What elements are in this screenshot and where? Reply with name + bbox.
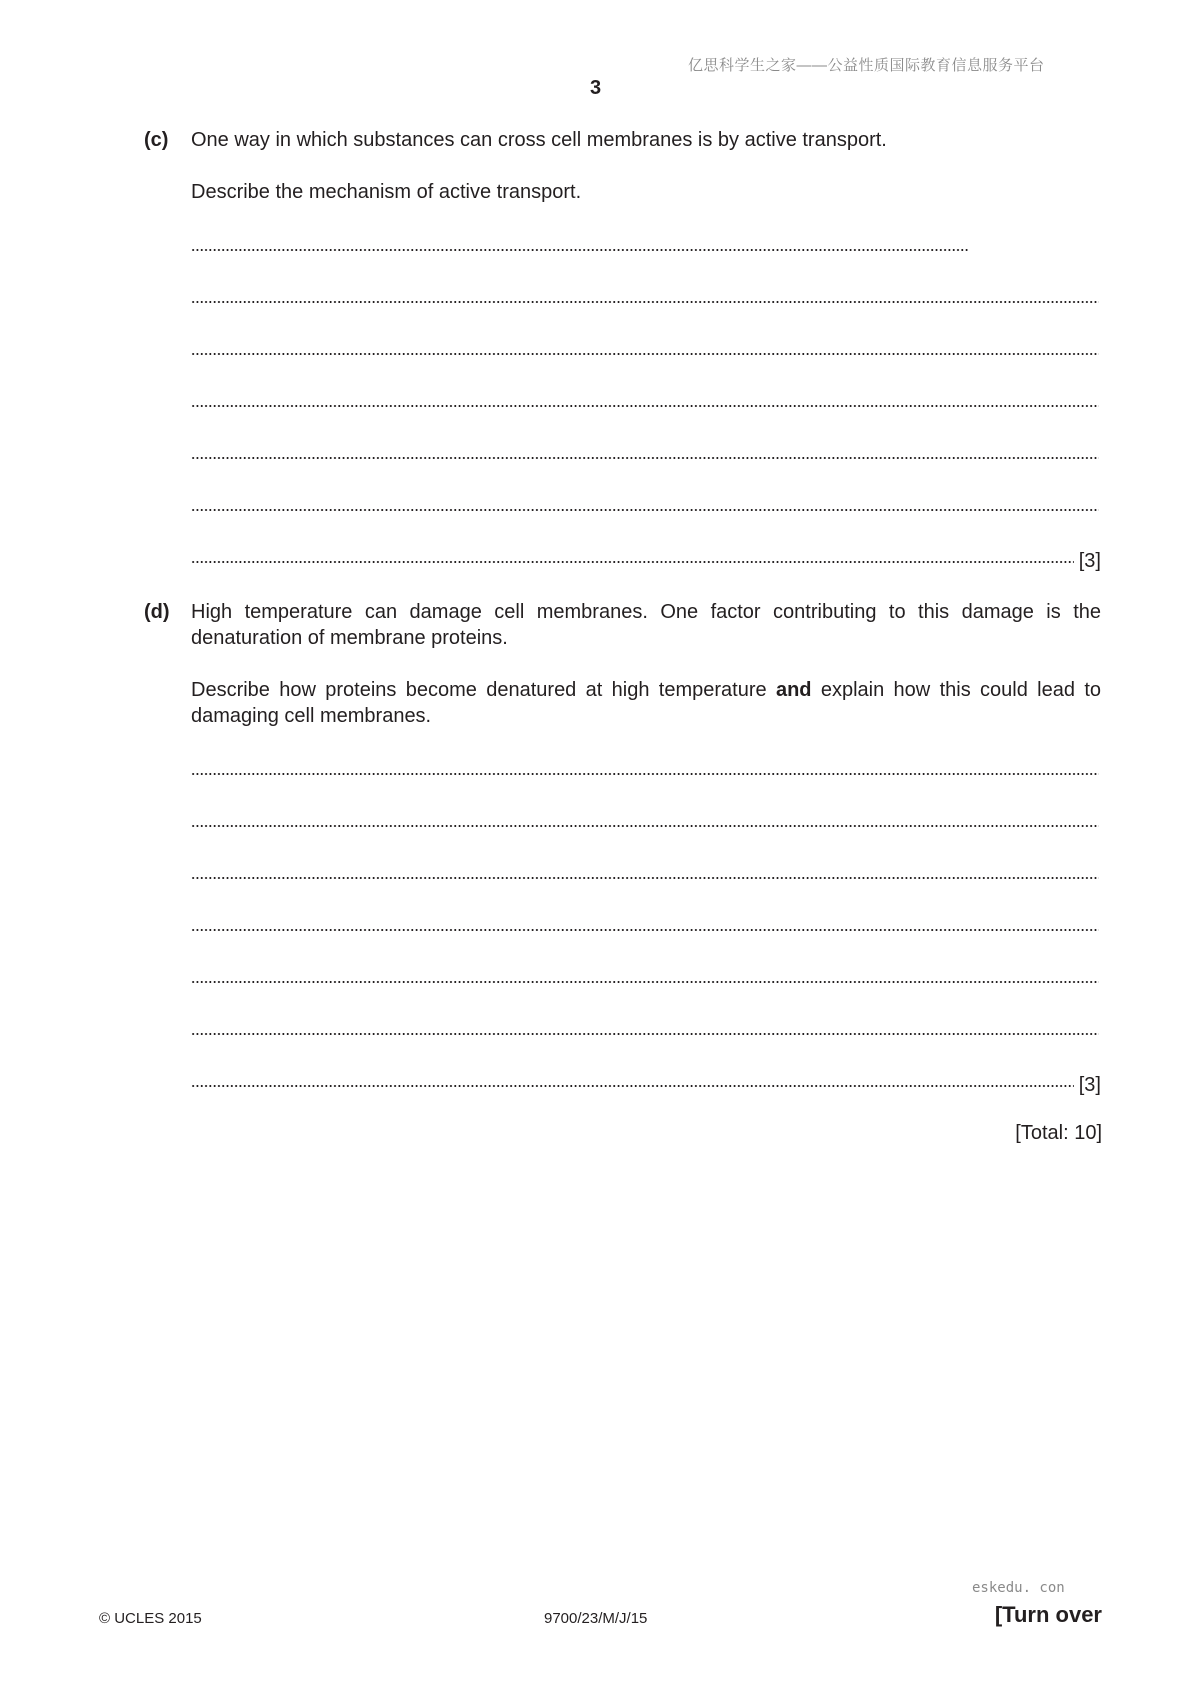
part-c-instruction: Describe the mechanism of active transport. [191, 181, 582, 203]
part-d-instruction-start: Describe how proteins become denatured at high temperature [191, 679, 776, 701]
part-d-marks: [3] [1078, 1074, 1101, 1096]
part-d-instruction [191, 677, 1101, 729]
part-c-body [191, 127, 1101, 575]
answer-line[interactable] [191, 1047, 1101, 1099]
answer-line[interactable] [191, 211, 1101, 263]
footer-copyright: © UCLES 2015 [99, 1610, 202, 1627]
part-c-marks: [3] [1078, 550, 1101, 572]
part-d-stem: High temperature can damage cell membranes. One factor contributing to this damage is the denaturation of membrane proteins. [191, 601, 1101, 649]
part-c-stem: One way in which substances can cross cell membranes is by active transport. [191, 129, 887, 151]
part-d-instruction-end: explain how this could lead to damaging cell membranes. [191, 679, 1101, 727]
part-c-answer-area[interactable] [191, 211, 1101, 575]
footer-watermark: eskedu. con [972, 1580, 1065, 1596]
part-d-label: (d) [144, 601, 170, 623]
answer-line[interactable] [191, 419, 1101, 471]
answer-line[interactable] [191, 315, 1101, 367]
part-d-body [191, 599, 1101, 1099]
answer-line[interactable] [191, 263, 1101, 315]
answer-line[interactable] [191, 735, 1101, 787]
total-marks: [Total: 10] [1015, 1122, 1102, 1144]
answer-line[interactable] [191, 367, 1101, 419]
answer-line[interactable] [191, 523, 1101, 575]
footer-paper-code: 9700/23/M/J/15 [544, 1610, 648, 1627]
part-d-instruction-bold: and [775, 679, 812, 701]
header-watermark: 亿思科学生之家——公益性质国际教育信息服务平台 [688, 57, 1045, 74]
answer-line[interactable] [191, 891, 1101, 943]
footer-turn-over: [Turn over [994, 1602, 1102, 1627]
answer-line[interactable] [191, 787, 1101, 839]
part-d-answer-area[interactable] [191, 735, 1101, 1099]
answer-line[interactable] [191, 995, 1101, 1047]
answer-line[interactable] [191, 471, 1101, 523]
answer-line[interactable] [191, 943, 1101, 995]
page-number: 3 [589, 77, 602, 99]
answer-line[interactable] [191, 839, 1101, 891]
part-c-label: (c) [144, 129, 169, 151]
